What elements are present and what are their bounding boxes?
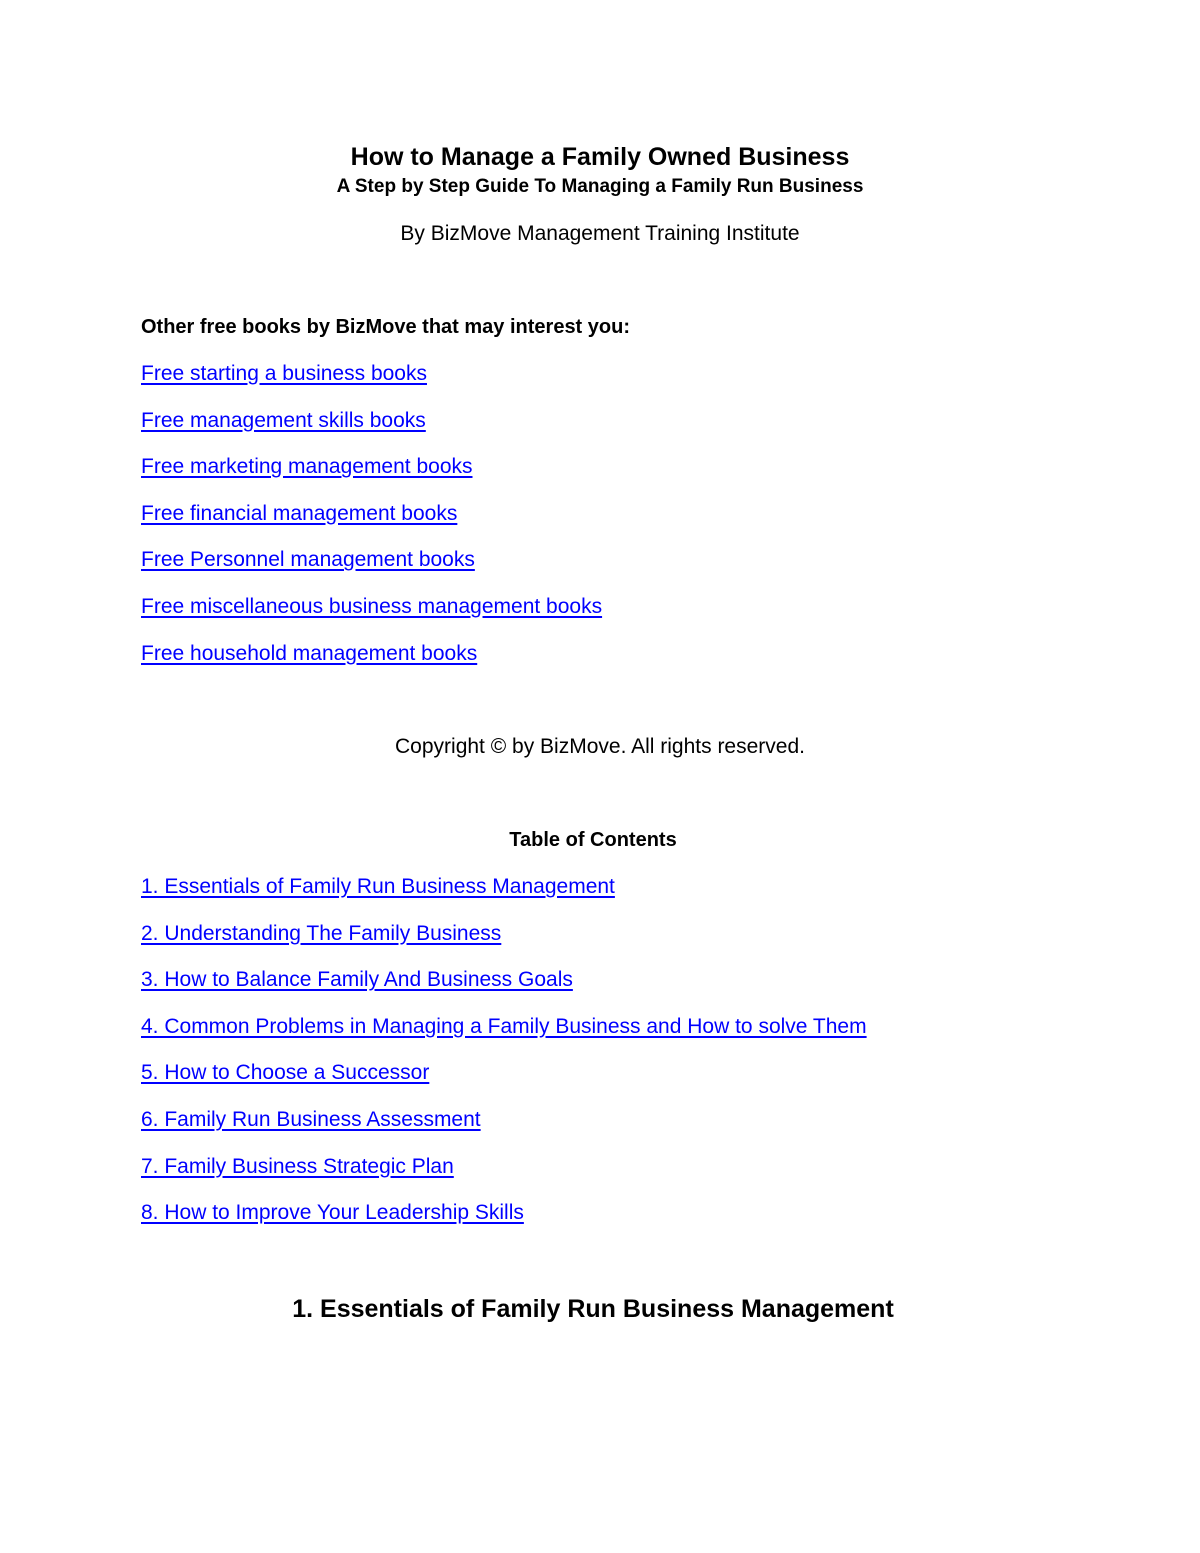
list-item — [141, 407, 602, 454]
toc-heading: Table of Contents — [509, 829, 677, 851]
table-of-contents — [141, 873, 867, 1246]
toc-link-6[interactable]: 6. Family Run Business Assessment — [141, 1107, 481, 1131]
book-link-financial[interactable]: Free financial management books — [141, 501, 458, 525]
list-item — [141, 873, 867, 920]
list-item — [141, 593, 602, 640]
list-item — [141, 920, 867, 967]
toc-link-5[interactable]: 5. How to Choose a Successor — [141, 1061, 430, 1085]
document-title: How to Manage a Family Owned Business — [350, 143, 850, 171]
list-item — [141, 640, 602, 687]
book-link-marketing[interactable]: Free marketing management books — [141, 455, 473, 479]
document-subtitle: A Step by Step Guide To Managing a Family Run Business — [336, 176, 864, 197]
book-link-personnel[interactable]: Free Personnel management books — [141, 548, 475, 572]
list-item — [141, 966, 867, 1013]
list-item — [141, 1013, 867, 1060]
list-item — [141, 546, 602, 593]
book-link-miscellaneous[interactable]: Free miscellaneous business management books — [141, 594, 603, 618]
book-link-household[interactable]: Free household management books — [141, 641, 478, 665]
other-books-heading: Other free books by BizMove that may interest you: — [141, 316, 630, 338]
toc-link-1[interactable]: 1. Essentials of Family Run Business Management — [141, 875, 615, 898]
list-item — [141, 453, 602, 500]
list-item — [141, 1106, 867, 1153]
toc-link-3[interactable]: 3. How to Balance Family And Business Goals — [141, 968, 573, 992]
book-link-management-skills[interactable]: Free management skills books — [141, 408, 426, 432]
list-item — [141, 360, 602, 407]
book-link-starting-business[interactable]: Free starting a business books — [141, 362, 427, 385]
list-item — [141, 1153, 867, 1200]
toc-link-2[interactable]: 2. Understanding The Family Business — [141, 921, 502, 945]
toc-link-4[interactable]: 4. Common Problems in Managing a Family Business and How to solve Them — [141, 1014, 867, 1038]
list-item — [141, 500, 602, 547]
section-heading: 1. Essentials of Family Run Business Management — [292, 1295, 894, 1323]
toc-link-7[interactable]: 7. Family Business Strategic Plan — [141, 1154, 454, 1178]
list-item — [141, 1059, 867, 1106]
list-item — [141, 1199, 867, 1246]
other-books-list — [141, 360, 602, 686]
copyright-notice: Copyright © by BizMove. All rights reserved. — [395, 735, 805, 758]
toc-link-8[interactable]: 8. How to Improve Your Leadership Skills — [141, 1201, 524, 1225]
author-byline: By BizMove Management Training Institute — [400, 222, 800, 245]
